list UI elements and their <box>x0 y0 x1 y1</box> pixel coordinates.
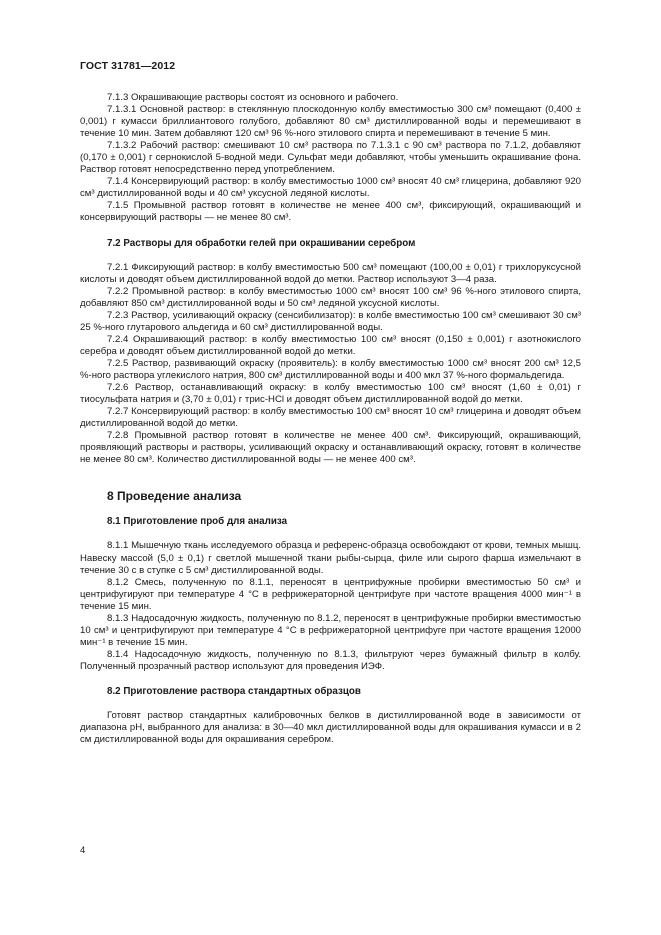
paragraph: 8.1.3 Надосадочную жидкость, полученную по 8.1.2, переносят в центрифужные пробирки вместимостью 10 см³ и центрифугируют при температуре 4 °С в рефрижераторной центрифуге при частоте вращения 12000 мин⁻¹ в течение 15 мин. <box>80 612 581 648</box>
paragraph: 7.2.7 Консервирующий раствор: в колбу вместимостью 100 см³ вносят 10 см³ глицерина и доводят объем дистиллированной водой до метки. <box>80 406 581 430</box>
paragraph: 7.1.3 Окрашивающие растворы состоят из основного и рабочего. <box>107 92 399 103</box>
subsection-heading: 7.2 Растворы для обработки гелей при окрашивании серебром <box>107 237 416 249</box>
paragraph: 8.1.2 Смесь, полученную по 8.1.1, переносят в центрифужные пробирки вместимостью 50 см³ и центрифугируют при температуре 4 °С в рефрижераторной центрифуге при частоте вращения 4000 мин⁻¹ в течение 15 мин. <box>80 576 581 612</box>
subsection-heading: 8.2 Приготовление раствора стандартных образцов <box>107 685 361 697</box>
paragraph: 7.2.4 Окрашивающий раствор: в колбу вместимостью 100 см³ вносят (0,150 ± 0,001) г азотнокислого серебра и доводят объем дистиллированной водой до метки. <box>80 333 581 357</box>
paragraph: 7.1.3.2 Рабочий раствор: смешивают 10 см³ раствора по 7.1.3.1 с 90 см³ раствора по 7.1.2, добавляют (0,170 ± 0,001) г сернокислой 5-водной меди. Сульфат меди добавляют, чтобы уменьшить окрашивание фона. Раствор готовят непосредственно перед употреблением. <box>80 140 581 176</box>
paragraph: 7.1.5 Промывной раствор готовят в количестве не менее 400 см³, фиксирующий, окрашивающий и консервирующий растворы — не менее 80 см³. <box>80 200 581 224</box>
paragraph: 7.2.8 Промывной раствор готовят в количестве не менее 400 см³. Фиксирующий, окрашивающий, проявляющий растворы и растворы, усиливающий окраску и останавливающий окраску, готовят в количестве не менее 80 см³. Количество дистиллированной воды — не менее 400 см³. <box>80 430 581 466</box>
section-heading: 8 Проведение анализа <box>107 489 242 504</box>
paragraph: 7.2.3 Раствор, усиливающий окраску (сенсибилизатор): в колбе вместимостью 100 см³ смешивают 30 см³ 25 %-ного глутарового альдегида и 60 см³ дистиллированной воды. <box>80 309 581 333</box>
paragraph: 8.1.1 Мышечную ткань исследуемого образца и референс-образца освобождают от крови, темных мышц. Навеску массой (5,0 ± 0,1) г светлой мышечной ткани рыбы-сырца, филе или сырого фарша измельчают в течение 30 с в ступке с 5 см³ дистиллированной воды. <box>80 540 581 576</box>
paragraph: 7.2.6 Раствор, останавливающий окраску: в колбу вместимостью 100 см³ вносят (1,60 ± 0,01) г тиосульфата натрия и (3,70 ± 0,01) г трис-HCl и доводят объем дистиллированной водой до метки. <box>80 382 581 406</box>
paragraph: 7.2.2 Промывной раствор: в колбу вместимостью 1000 см³ вносят 100 см³ 96 %-ного этилового спирта, добавляют 850 см³ дистиллированной воды и 50 см³ ледяной уксусной кислоты. <box>80 285 581 309</box>
paragraph: 8.1.4 Надосадочную жидкость, полученную по 8.1.3, фильтруют через бумажный фильтр в колбу. Полученный прозрачный раствор используют для проведения ИЭФ. <box>80 648 581 672</box>
subsection-heading: 8.1 Приготовление проб для анализа <box>107 516 288 528</box>
paragraph: 7.2.5 Раствор, развивающий окраску (проявитель): в колбу вместимостью 1000 см³ вносят 200 см³ 12,5 %-ного раствора углекислого натрия, 800 см³ дистиллированной воды и 400 мкл 37 %-ного формальдегида. <box>80 357 581 381</box>
paragraph: 7.2.1 Фиксирующий раствор: в колбу вместимостью 500 см³ помещают (100,00 ± 0,01) г трихлоруксусной кислоты и доводят объем дистиллированной водой до метки. Раствор используют 3—4 раза. <box>80 261 581 285</box>
document-body <box>80 92 581 746</box>
paragraph: 7.1.4 Консервирующий раствор: в колбу вместимостью 1000 см³ вносят 40 см³ глицерина, добавляют 920 см³ дистиллированной воды и 40 см³ уксусной ледяной кислоты. <box>80 176 581 200</box>
document-header: ГОСТ 31781—2012 <box>80 60 176 72</box>
page-number: 4 <box>80 845 86 856</box>
paragraph: 7.1.3.1 Основной раствор: в стеклянную плоскодонную колбу вместимостью 300 см³ помещают (0,400 ± 0,001) г кумасси бриллиантового голубого, добавляют 80 см³ дистиллированной воды и перемешивают в течение 10 мин. Затем добавляют 120 см³ 96 %-ного этилового спирта и перемешивают в течение 5 мин. <box>80 104 581 140</box>
paragraph: Готовят раствор стандартных калибровочных белков в дистиллированной воде в зависимости от диапазона pH, выбранного для анализа: в 30—40 мкл дистиллированной воды для окрашивания кумасси и в 2 см дистиллированной воды для окрашивания серебром. <box>80 710 581 746</box>
